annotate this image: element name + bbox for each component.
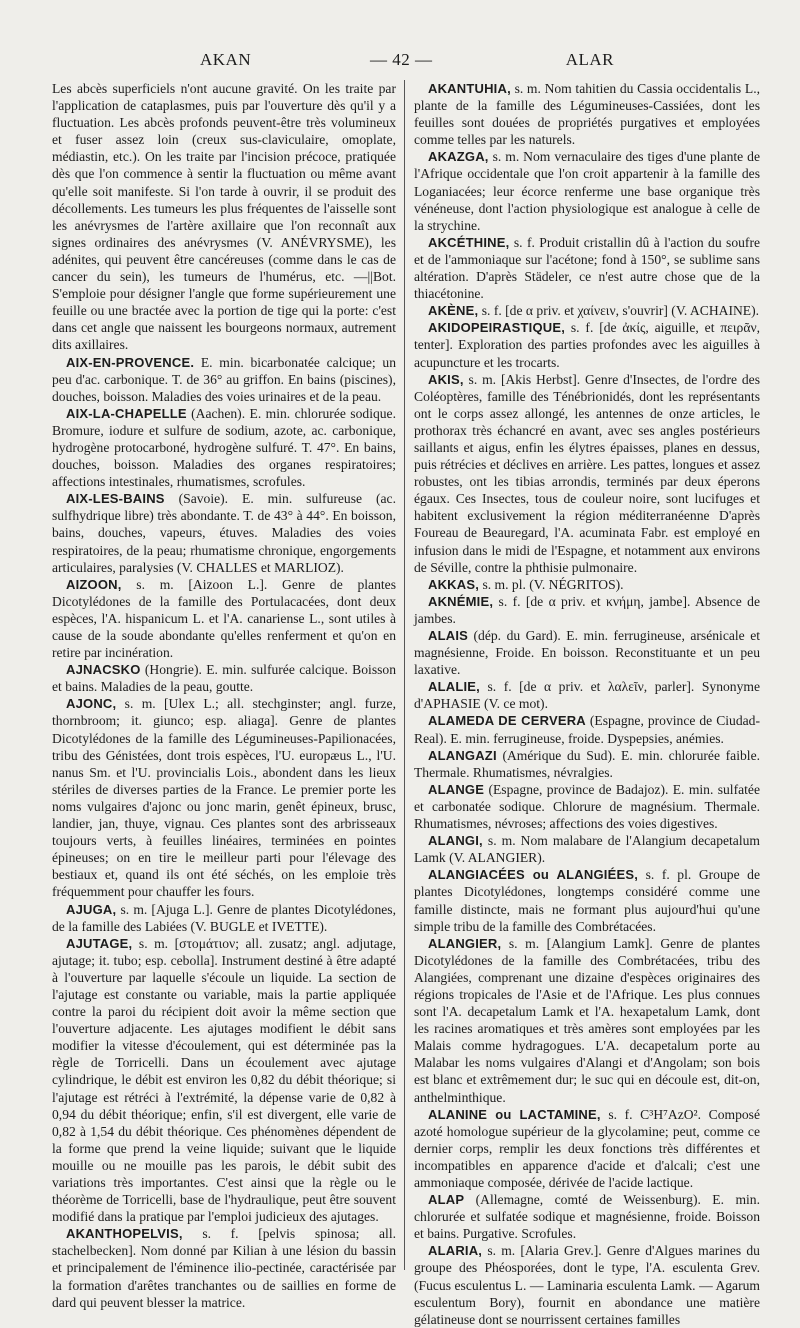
dictionary-entry <box>414 1106 760 1191</box>
dictionary-entry <box>414 781 760 832</box>
dictionary-entry <box>414 576 760 593</box>
entry-text: Les abcès superficiels n'ont aucune gravité. On les traite par l'application de cataplasmes, puis par l'ouverture dès qu'il y a fluctuation. Les abcès profonds peuvent-être très volumineux et fuser assez loin (creux sus-claviculaire, omoplate, médiastin, etc.). On les traite par l'incision précoce, pratiquée dès que l'on commence à sentir la fluctuation ou même avant qu'elle soit manifeste. Si l'on tarde à ouvrir, il se produit des décollements. Les tumeurs les plus fréquentes de l'aisselle sont les anévrysmes de l'artère axillaire que l'on reconnaît aux signes ordinaires des anévrysmes (V. ANÉVRYSME), les adénites, qui peuvent être cancéreuses (comme dans le cas de cancer du sein), les tumeurs de l'humérus, etc. —||Bot. S'emploie pour désigner l'angle que forme supérieurement une feuille ou une bractée avec la portion de tige qui la porte: c'est dans cet angle que naissent les bourgeons normaux, autrement dits axillaires. <box>52 81 396 353</box>
entry-headword: ALARIA, <box>428 1243 483 1259</box>
entry-text: s. f. [de ἀκίς, aiguille, et πειρᾶν, tenter]. Exploration des parties profondes avec les aiguilles à acupuncture et les trocarts. <box>414 320 760 370</box>
entry-headword: ALALIE, <box>428 679 480 695</box>
dictionary-entry <box>414 302 760 319</box>
dictionary-entry <box>52 80 396 354</box>
entry-headword: ALANGI, <box>428 833 483 849</box>
right-column <box>414 80 761 1327</box>
entry-text: (Savoie). E. min. sulfureuse (ac. sulfhydrique libre) très abondante. T. de 43° à 44°. En boisson, bains, douches, vapeurs, étuves. Maladies des voies respiratoires, de la peau; rhumatisme chronique, engorgements articulaires, paralysies (V. CHALLES et MARLIOZ). <box>52 491 396 575</box>
entry-text: (Aachen). E. min. chlorurée sodique. Bromure, iodure et sulfure de sodium, azote, ac. carbonique, hydrogène protocarboné, hydrogène sulfuré. T. 47°. En bains, douches, boisson. Maladies des organes respiratoires; affections intestinales, rhumatismes, scrofules. <box>52 405 396 490</box>
dictionary-entry <box>52 901 396 935</box>
entry-text: s. f. [de α priv. et λαλεῖν, parler]. Synonyme d'APHASIE (V. ce mot). <box>414 679 760 712</box>
entry-text: s. f. pl. Groupe de plantes Dicotylédones, longtemps considéré comme une famille distincte, mais ne formant plus aujourd'hui qu'une simple tribu de la famille des Combrétacées. <box>414 867 760 934</box>
entry-text: s. m. pl. (V. NÉGRITOS). <box>482 576 624 592</box>
dictionary-entry <box>414 935 760 1106</box>
entry-headword: AIZOON, <box>66 576 122 592</box>
entry-text: s. m. [Alaria Grev.]. Genre d'Algues marines du groupe des Phéosporées, dont le type, l'A. esculenta Grev. (Fucus esculentus L. — Laminaria esculenta Lamk. — Agarum esculentum Bory), fournit en abondance une matière gélatineuse dont se nourrissent certaines familles <box>414 1243 760 1327</box>
entry-text: s. f. C³H⁷AzO². Composé azoté homologue supérieur de la glycolamine; peut, comme ce dernier corps, remplir les deux fonctions très différentes et incompatibles en apparence d'acide et d'alcali; c'est une ammoniaque composée, dérivée de l'acide lactique. <box>414 1106 760 1190</box>
entry-headword: ALAMEDA DE CERVERA <box>428 713 586 729</box>
left-column <box>52 80 397 1310</box>
dictionary-entry <box>52 490 396 575</box>
dictionary-entry <box>414 1191 760 1242</box>
entry-headword: AKCÉTHINE, <box>428 234 510 250</box>
dictionary-entry <box>414 319 760 370</box>
entry-headword: AKIDOPEIRASTIQUE, <box>428 320 566 336</box>
entry-headword: AJNACSKO <box>66 662 141 678</box>
entry-headword: ALAP <box>428 1192 465 1208</box>
dictionary-entry <box>414 747 760 781</box>
entry-headword: ALANGE <box>428 781 485 797</box>
entry-headword: AKKAS, <box>428 576 480 592</box>
dictionary-entry <box>414 234 760 302</box>
entry-headword: AKIS, <box>428 371 464 387</box>
entry-text: s. m. [Aizoon L.]. Genre de plantes Dicotylédones de la famille des Portulacacées, dont deux espèces, l'A. hispanicum L. et l'A. canariense L., sont utiles à cause de la soude abondante qu'elles renferment et qu'on en retire par incinération. <box>52 576 396 661</box>
dictionary-entry <box>414 712 760 746</box>
header-left-guide-word: AKAN <box>200 50 252 69</box>
dictionary-entry <box>414 80 760 148</box>
entry-text: s. m. [Ulex L.; all. stechginster; angl. furze, thornbroom; it. giunco; esp. aliaga]. Genre de plantes Dicotylédones de la famille des Légumineuses-Papilionacées, tribu des Génistées, dont trois espèces, l'U. europæus L., l'U. nanus Sm. et l'U. provincialis Lois., abondent dans les lieux stériles de diverses parties de la France. Le premier porte les noms vulgaires d'ajonc ou jonc marin, genêt épineux, brusc, landier, jan, thuye, vignau. Ces plantes sont des arbrisseaux toujours verts, à feuilles linéaires, terminées en pointes épineuses; on en tire le meilleur parti pour l'élevage des bestiaux et, quand ils ont été séchés, on les emploie très fréquemment pour chauffer les fours. <box>52 696 396 900</box>
dictionary-entry <box>52 695 396 900</box>
entry-text: (Hongrie). E. min. sulfurée calcique. Boisson et bains. Maladies de la peau, goutte. <box>52 662 396 695</box>
dictionary-entry <box>52 405 396 490</box>
entry-headword: AKAZGA, <box>428 149 489 165</box>
entry-headword: AKANTHOPELVIS, <box>66 1226 183 1242</box>
entry-text: (Amérique du Sud). E. min. chlorurée faible. Thermale. Rhumatismes, névralgies. <box>414 747 760 780</box>
entry-text: s. m. Nom vernaculaire des tiges d'une plante de l'Afrique occidentale que l'on croit appartenir à la famille des Loganiacées; leur écorce renferme une base organique très vénéneuse, dont l'action physiologique est analogue à celle de la strychine. <box>414 149 760 233</box>
entry-text: (Espagne, province de Badajoz). E. min. sulfatée et carbonatée sodique. Chlorure de magnésium. Thermale. Rhumatismes, névroses; affections des voies digestives. <box>414 781 760 832</box>
entry-headword: AKNÉMIE, <box>428 593 494 609</box>
page-number: — 42 — <box>370 50 433 69</box>
dictionary-entry <box>414 866 760 934</box>
entry-headword: AIX-LES-BAINS <box>66 491 165 507</box>
entry-headword: AJUTAGE, <box>66 935 133 951</box>
entry-headword: AIX-EN-PROVENCE. <box>66 354 195 370</box>
dictionary-entry <box>52 576 396 661</box>
entry-text: s. f. [de α priv. et κνήμη, jambe]. Absence de jambes. <box>414 593 760 626</box>
entry-text: s. m. Nom tahitien du Cassia occidentalis L., plante de la famille des Légumineuses-Cassiées, dont les feuilles sont douées de propriétés purgatives et employées comme telles par les naturels. <box>414 81 760 148</box>
entry-text: s. m. [στομάτιον; all. zusatz; angl. adjutage, ajutage; it. tubo; esp. cebolla]. Instrument destiné à être adapté à l'ouverture par laquelle s'écoule un liquide. La section de l'ajutage est constante ou variable, mais la partie appliquée contre la paroi du récipient doit avoir la même section que l'ouverture adjacente. Les ajutages modifient le débit sans modifier la vitesse d'écoulement, qui est déterminée pas la règle de Torricelli. Dans un écoulement avec ajutage cylindrique, le débit est environ les 0,82 du débit théorique; si l'ajutage est rétréci à l'extrémité, la dépense varie de 0,82 à 0,94 du débit théorique; enfin, s'il est divergent, elle varie de 0,82 à 1,54 du débit théorique. Ces phénomènes dépendent de la forme que prend la veine liquide; suivant que le liquide mouille ou ne mouille pas les parois, le débit subit des variations très importantes. C'est ainsi que la règle ou le théorème de Torricelli, base de l'hydraulique, peut être souvent modifié dans la pratique par l'emploi judicieux des ajutages. <box>52 935 397 1225</box>
entry-headword: AKÈNE, <box>428 303 479 319</box>
entry-headword: AIX-LA-CHAPELLE <box>66 405 187 421</box>
entry-text: s. m. [Alangium Lamk]. Genre de plantes Dicotylédones de la famille des Combrétacées, tribu des Alangiées, comprenant une dizaine d'espèces originaires des régions tropicales de l'Asie et de l'Afrique. Les plus connues sont l'A. decapetalum Lamk et l'A. hexapetalum Lamk, dont les racines aromatiques et très amères sont employées par les Malais comme hydragogues. L'A. decapetalum porte au Malabar les noms vulgaires d'Alangi et d'Angolam; son bois est blanc et extrêmement dur; le suc qui en découle est, dit-on, anthelminthique. <box>414 935 761 1105</box>
entry-text: s. f. [pelvis spinosa; all. stachelbecken]. Nom donné par Kilian à une lésion du bassin et principalement de l'éminence ilio-pectinée, caractérisée par la formation d'arêtes tranchantes ou de saillies en forme de dard qui peuvent blesser la matrice. <box>52 1226 397 1310</box>
entry-headword: ALANGAZI <box>428 747 497 763</box>
entry-text: (Allemagne, comté de Weissenburg). E. min. chlorurée et sulfatée sodique et magnésienne, froide. Boisson et bains. Purgative. Scrofules. <box>414 1192 760 1242</box>
entry-text: (dép. du Gard). E. min. ferrugineuse, arsénicale et magnésienne, Froide. En boisson. Reconstituante et un peu laxative. <box>414 628 761 678</box>
entry-headword: ALANINE ou LACTAMINE, <box>428 1106 601 1122</box>
entry-headword: ALANGIER, <box>428 935 502 951</box>
dictionary-entry <box>414 148 760 233</box>
dictionary-entry <box>52 935 396 1226</box>
entry-text: s. f. [de α priv. et χαίνειν, s'ouvrir] (V. ACHAINE). <box>481 303 760 319</box>
entry-text: s. m. [Ajuga L.]. Genre de plantes Dicotylédones, de la famille des Labiées (V. BUGLE et IVETTE). <box>52 901 396 934</box>
entry-headword: AJONC, <box>66 696 117 712</box>
column-divider <box>404 80 405 1270</box>
dictionary-entry <box>52 1225 396 1310</box>
entry-text: s. f. Produit cristallin dû à l'action du soufre et de l'ammoniaque sur l'acétone; fond à 150°, se sublime sans altération. D'après Städeler, ce n'est autre chose que de la thiacétonine. <box>414 234 761 302</box>
running-header <box>52 50 762 76</box>
dictionary-entry <box>414 678 760 712</box>
dictionary-entry <box>52 661 396 695</box>
dictionary-entry <box>414 832 760 866</box>
dictionary-entry <box>52 354 396 405</box>
entry-text: s. m. [Akis Herbst]. Genre d'Insectes, de l'ordre des Coléoptères, famille des Ténébrionidés, dont les représentants ont le corps assez allongé, les antennes de onze articles, le prothorax très échancré en avant, avec ses angles postérieurs saillants et aigus, enfin les élytres épaisses, planes en dessus, puis rétrécies et déclives en arrière. Les pattes, longues et assez robustes, ont les tibias arrondis, terminés par deux éperons égaux. Ces Insectes, tous de couleur noire, sont lucifuges et habitent exclusivement la région méditerranéenne D'après Foureau de Beauregard, l'A. acuminata Fabr. est employé en infusion dans le midi de l'Espagne, et notamment aux environs de Séville, contre la phthisie pulmonaire. <box>414 371 760 575</box>
entry-text: (Espagne, province de Ciudad-Real). E. min. ferrugineuse, froide. Dyspepsies, anémies. <box>414 713 760 746</box>
entry-headword: AKANTUHIA, <box>428 81 511 96</box>
header-right-guide-word: ALAR <box>565 50 614 69</box>
entry-text: s. m. Nom malabare de l'Alangium decapetalum Lamk (V. ALANGIER). <box>414 833 760 866</box>
entry-headword: ALANGIACÉES ou ALANGIÉES, <box>428 867 639 883</box>
dictionary-entry <box>414 593 760 627</box>
dictionary-entry <box>414 371 760 576</box>
entry-text: E. min. bicarbonatée calcique; un peu d'ac. carbonique. T. de 36° au griffon. En bains (piscines), douches, boisson. Maladies des voies urinaires et de la peau. <box>52 354 396 404</box>
entry-headword: ALAIS <box>428 628 468 643</box>
entry-headword: AJUGA, <box>66 901 117 917</box>
dictionary-entry <box>414 1242 760 1327</box>
dictionary-entry <box>414 627 760 678</box>
